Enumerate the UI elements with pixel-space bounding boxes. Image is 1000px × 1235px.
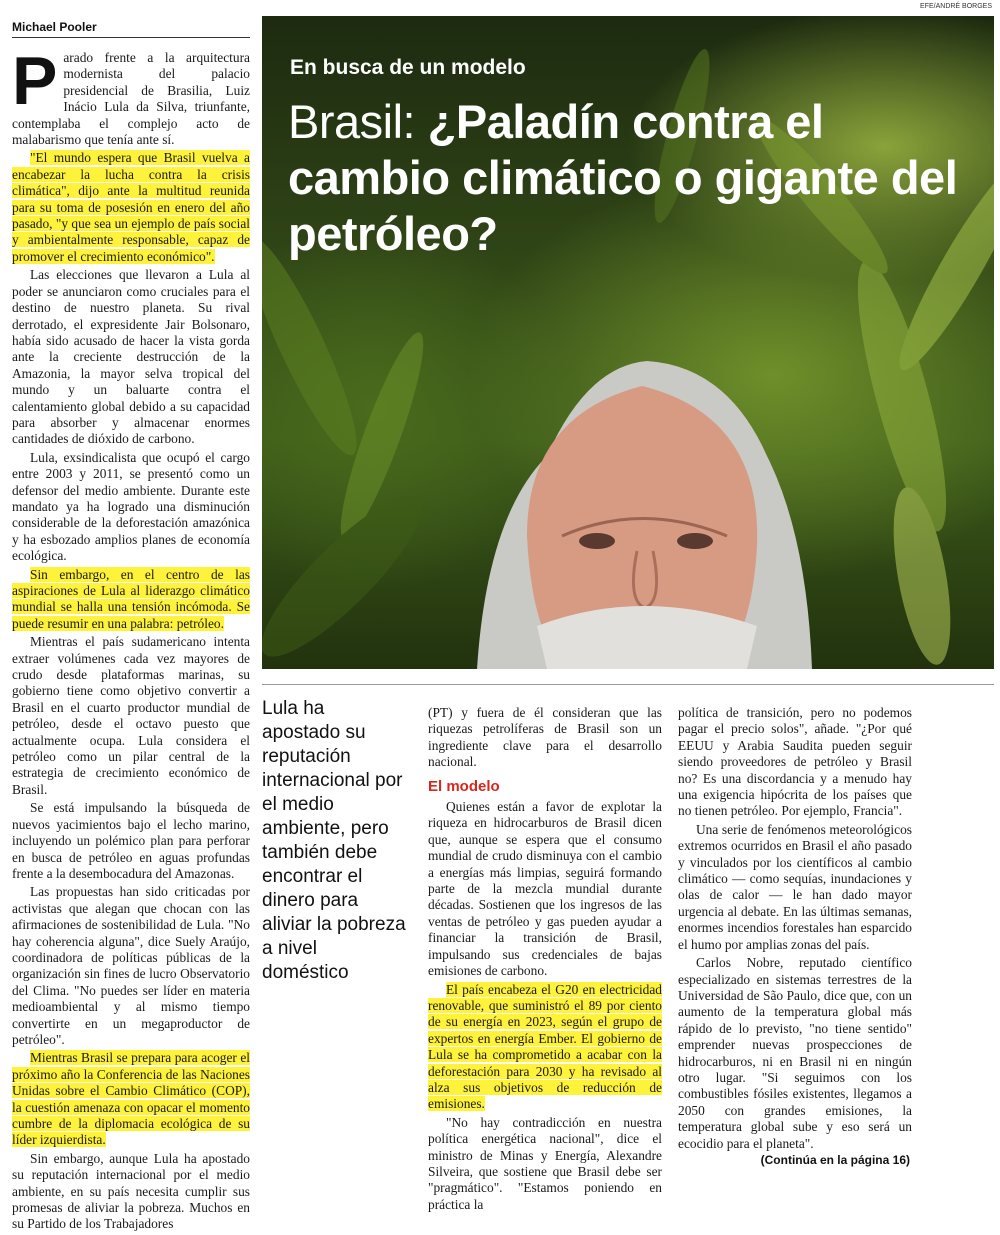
paragraph: Mientras el país sudamericano intenta extraer volúmenes cada vez mayores de crudo desde plataformas marinas, su gobierno tiene como objetivo convertir a Brasil en el cuarto productor mundial de petróleo, desde el octavo puesto que actualmente ocupa. Lula considera el petróleo como un pilar central de la estrategia de crecimiento económico de Brasil. [12,634,250,797]
paragraph: Se está impulsando la búsqueda de nuevos yacimientos bajo el lecho marino, incluyendo un polémico plan para perforar en busca de petróleo en aguas profundas frente a la desembocadura del Amazonas. [12,800,250,881]
paragraph: Quienes están a favor de explotar la riqueza en hidrocarburos de Brasil dicen que, aunque se espera que el consumo mundial de crudo disminuya con el cambio a energías más limpias, seguirá formando parte de la mezcla mundial durante décadas. Sostienen que los ingresos de las ventas de petróleo y gas pueden ayudar a financiar la transición de Brasil, impulsando sus credenciales de bajas emisiones de carbono. [428,799,662,979]
byline: Michael Pooler [12,20,97,34]
kicker: En busca de un modelo [290,56,526,79]
paragraph-highlighted: "El mundo espera que Brasil vuelva a encabezar la lucha contra la crisis climática", dijo ante la multitud reunida para su toma de posesión en enero del año pasado, "y que sea un ejemplo de país social y ambientalmente responsable, capaz de promover el crecimiento económico". [12,150,250,264]
continues-on-page[interactable]: (Continúa en la página 16) [760,1153,910,1167]
headline [288,94,978,262]
headline-lead: Brasil: [288,95,416,148]
paragraph: Las elecciones que llevaron a Lula al poder se anunciaron como cruciales para el destino de nuestro planeta. Su rival derrotado, el expresidente Jair Bolsonaro, había sido acusado de hacer la vista gorda ante la creciente destrucción de la Amazonia, la mayor selva tropical del mundo y un baluarte contra el calentamiento global debido a su capacidad para absorber y almacenar enormes cantidades de dióxido de carbono. [12,267,250,447]
section-subhead: El modelo [428,777,500,795]
paragraph: "No hay contradicción en nuestra política energética nacional", dice el ministro de Minas y Energía, Alexandre Silveira, que sostiene que Brasil debe ser "pragmático". "Estamos poniendo en práctica la [428,1114,662,1212]
section-divider [262,684,994,685]
lula-portrait [467,336,817,669]
article-column-3 [678,705,912,1154]
paragraph-highlighted: Mientras Brasil se prepara para acoger el próximo año la Conferencia de las Naciones Unidas sobre el Cambio Climático (COP), la cuestión amenaza con opacar el momento cumbre de la diplomacia ecológica de su líder izquierdista. [12,1050,250,1148]
headline-rest: ¿Paladín contra el cambio climático o gigante del petróleo? [288,95,958,260]
paragraph: Lula, exsindicalista que ocupó el cargo entre 2003 y 2011, se presentó como un defensor del medio ambiente. Durante este mandato ya ha logrado una disminución considerable de la deforestación amazónica y ha esbozado amplios planes de economía ecológica. [12,449,250,564]
article-column-2 [428,705,662,1215]
paragraph: Las propuestas han sido criticadas por activistas que alegan que chocan con las afirmaciones de sostenibilidad de Lula. "No hay coherencia alguna", dice Suely Araújo, coordinadora de políticas públicas de la organización sin fines de lucro Observatorio del Clima. "No puedes ser líder en materia medioambiental y al mismo tiempo convertirte en un megaproductor de petróleo". [12,884,250,1047]
paragraph: Sin embargo, aunque Lula ha apostado su reputación internacional por el medio ambiente, en su país necesita cumplir sus promesas de aliviar la pobreza. Muchos en su Partido de los Trabajadores [12,1150,250,1232]
photo-credit: EFE/ANDRÉ BORGES [920,3,992,10]
drop-cap: P [12,43,58,119]
pull-quote: Lula ha apostado su reputación internacional por el medio ambiente, pero también debe encontrar el dinero para aliviar la pobreza a nivel doméstico [262,698,406,983]
paragraph-highlighted: El país encabeza el G20 en electricidad renovable, que suministró el 89 por ciento de su energía en 2023, según el grupo de expertos en energía Ember. El gobierno de Lula se ha comprometido a acabar con la deforestación para 2030 y ha revisado al alza sus objetivos de reducción de emisiones. [428,981,662,1112]
hero-photo [262,16,994,669]
paragraph: Una serie de fenómenos meteorológicos extremos ocurridos en Brasil el año pasado y vinculados por los científicos al cambio climático — como sequías, inundaciones y olas de calor — le han dado mayor urgencia al debate. En las últimas semanas, enormes incendios forestales han esparcido el humo por amplias zonas del país. [678,821,912,952]
article-column-1 [12,43,250,1235]
paragraph: política de transición, pero no podemos pagar el precio solos", añade. "¿Por qué EEUU y Arabia Saudita pueden seguir siendo proveedores de petróleo y Brasil no? Es una discordancia y a menudo hay una exigencia hipócrita de los países que no tienen petróleo. Por ejemplo, Francia". [678,705,912,819]
paragraph: (PT) y fuera de él consideran que las riquezas petrolíferas de Brasil son un ingrediente clave para el desarrollo nacional. [428,705,662,770]
byline-divider [12,37,250,38]
paragraph: Parado frente a la arquitectura modernista del palacio presidencial de Brasilia, Luiz Inácio Lula da Silva, triunfante, contemplaba el complejo acto de malabarismo que tenía ante sí. [12,43,250,148]
paragraph: Carlos Nobre, reputado científico especializado en sistemas terrestres de la Universidad de São Paulo, dice que, con un aumento de la temperatura global más rápido de lo previsto, "no tiene sentido" emprender nuevas prospecciones de hidrocarburos, ni en Brasil ni en ningún otro lugar. "Si seguimos con los combustibles fósiles existentes, llegamos a 2050 con grandes emisiones, la temperatura global sube y eso será un ecocidio para el planeta". [678,955,912,1151]
paragraph-highlighted: Sin embargo, en el centro de las aspiraciones de Lula al liderazgo climático mundial se halla una tensión incómoda. Se puede resumir en una palabra: petróleo. [12,566,250,631]
